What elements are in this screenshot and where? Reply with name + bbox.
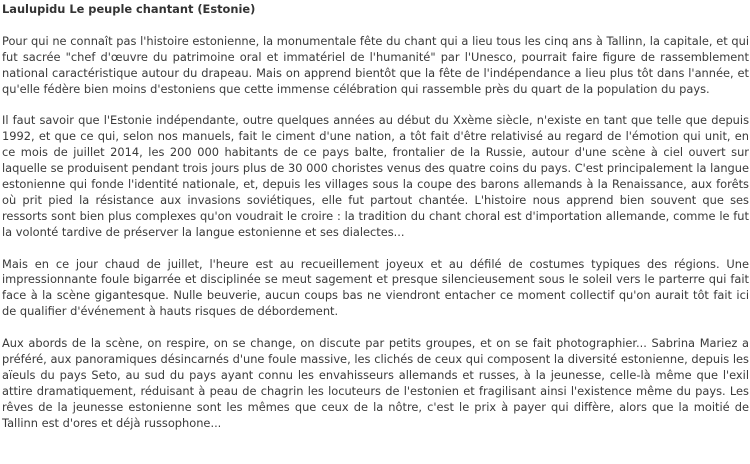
article-paragraph-3: Mais en ce jour chaud de juillet, l'heure est au recueillement joyeux et au défilé de costumes typiques des régions. Une impressionnante foule bigarrée et disciplinée se meut sagement et presque silencieusement sous le soleil vers le parterre qui fait face à la scène gigantesque. Nulle beuverie, aucun coups bas ne viendront entacher ce moment collectif qu'on aurait tôt fait ici de qualifier d'événement à hauts risques de débordement. [2,256,749,319]
article-title: Laulupidu Le peuple chantant (Estonie) [2,2,256,16]
article-paragraph-4: Aux abords de la scène, on respire, on se change, on discute par petits groupes, et on se fait photographier... Sabrina Mariez a préféré, aux panoramiques désincarnés d'une foule massive, les clichés de ceux qui composent la diversité estonienne, depuis les aïeuls du pays Seto, au sud du pays ayant connu les envahisseurs allemands et russes, à la jeunesse, celle-là même que l'exil attire dramatiquement, réduisant à peau de chagrin les locuteurs de l'estonien et fragilisant ainsi l'existence même du pays. Les rêves de la jeunesse estonienne sont les mêmes que ceux de la nôtre, c'est le prix à payer qui diffère, alors que la moitié de Tallinn est d'ores et déjà russophone... [2,336,749,430]
article-paragraph-1: Pour qui ne connaît pas l'histoire estonienne, la monumentale fête du chant qui a lieu tous les cinq ans à Tallinn, la capitale, et qui fut sacrée "chef d'œuvre du patrimoine oral et immatériel de l'humanité" par l'Unesco, pourrait faire figure de rassemblement national caractéristique autour du drapeau. Mais on apprend bientôt que la fête de l'indépendance a lieu plus tôt dans l'année, et qu'elle fédère bien moins d'estoniens que cette immense célébration qui rassemble près du quart de la population du pays. [2,33,749,96]
article-paragraph-2: Il faut savoir que l'Estonie indépendante, outre quelques années au début du Xxème siècle, n'existe en tant que telle que depuis 1992, et que ce qui, selon nos manuels, fait le ciment d'une nation, a tôt fait d'être relativisé au regard de l'émotion qui unit, en ce mois de juillet 2014, les 200 000 habitants de ce pays balte, frontalier de la Russie, autour d'une scène à ciel ouvert sur laquelle se produisent pendant trois jours plus de 30 000 choristes venus des quatre coins du pays. C'est principalement la langue estonienne qui fonde l'identité nationale, et, depuis les villages sous la coupe des barons allemands à la Renaissance, aux forêts où prit pied la résistance aux invasions soviétiques, elle fut partout chantée. L'histoire nous apprend bien souvent que ses ressorts sont bien plus complexes qu'on voudrait le croire : la tradition du chant choral est d'importation allemande, comme le fut la volonté tardive de préserver la langue estonienne et ses dialectes... [2,113,749,239]
